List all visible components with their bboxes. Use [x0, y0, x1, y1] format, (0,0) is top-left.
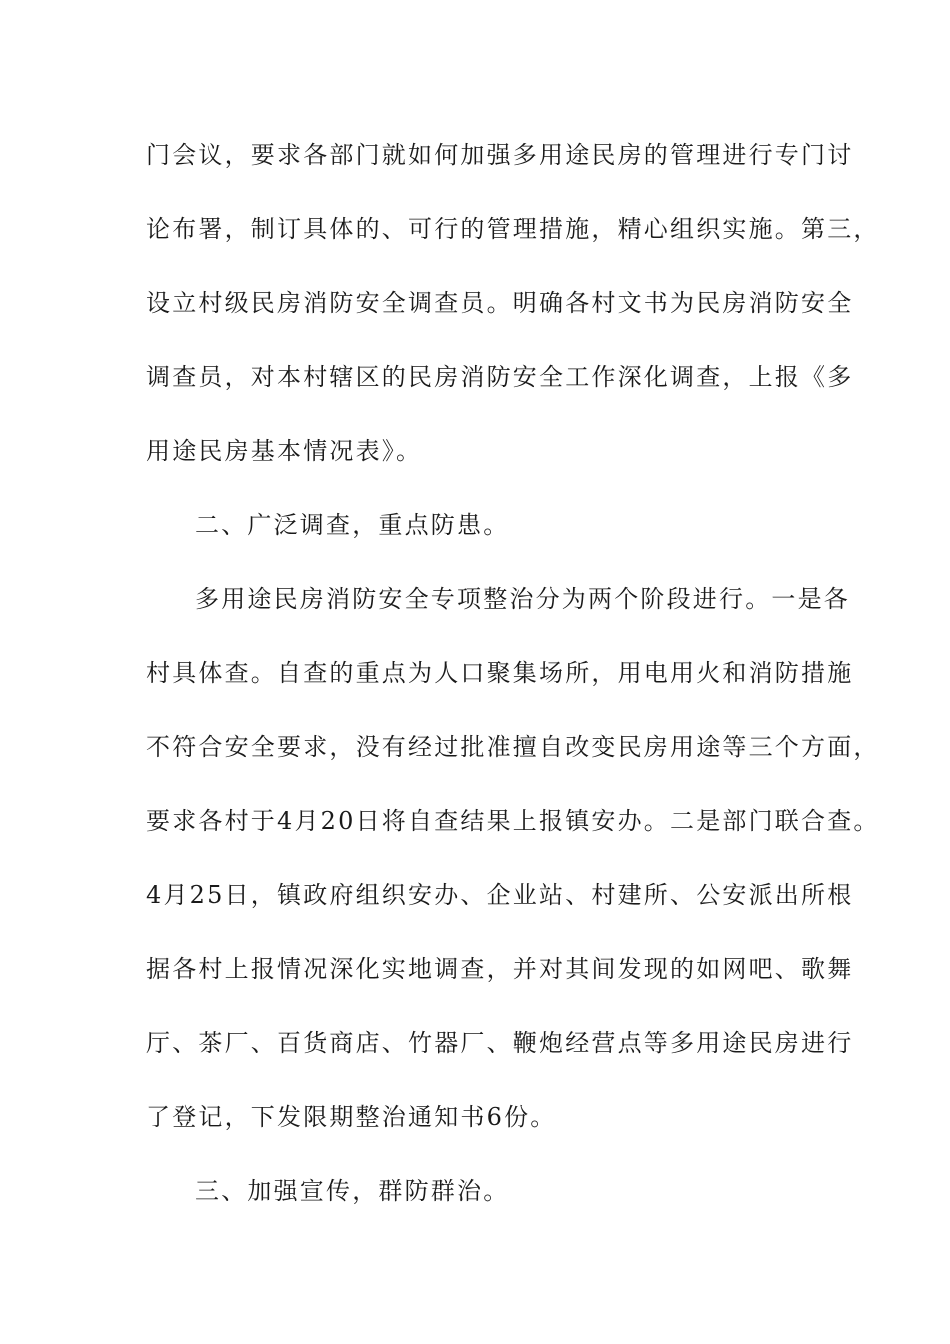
text-line: 4月25日，镇政府组织安办、企业站、村建所、公安派出所根 — [146, 881, 854, 909]
text-line: 论布署，制订具体的、可行的管理措施，精心组织实施。第三， — [146, 215, 880, 243]
text-line: 不符合安全要求，没有经过批准擅自改变民房用途等三个方面， — [146, 733, 880, 761]
paragraph-first-line: 多用途民房消防安全专项整治分为两个阶段进行。一是各 — [195, 585, 850, 613]
text-line: 要求各村于4月20日将自查结果上报镇安办。二是部门联合查。 — [146, 807, 880, 835]
text-line: 设立村级民房消防安全调查员。明确各村文书为民房消防安全 — [146, 289, 854, 317]
text-line: 村具体查。自查的重点为人口聚集场所，用电用火和消防措施 — [146, 659, 854, 687]
text-line: 用途民房基本情况表》。 — [146, 437, 423, 465]
text-line: 厅、茶厂、百货商店、竹器厂、鞭炮经营点等多用途民房进行 — [146, 1029, 854, 1057]
text-line: 门会议，要求各部门就如何加强多用途民房的管理进行专门讨 — [146, 141, 854, 169]
text-line: 了登记，下发限期整治通知书6份。 — [146, 1103, 557, 1131]
section-heading: 三、加强宣传，群防群治。 — [195, 1177, 510, 1205]
section-heading: 二、广泛调查，重点防患。 — [195, 511, 510, 539]
text-line: 据各村上报情况深化实地调查，并对其间发现的如网吧、歌舞 — [146, 955, 854, 983]
text-line: 调查员，对本村辖区的民房消防安全工作深化调查，上报《多 — [146, 363, 854, 391]
